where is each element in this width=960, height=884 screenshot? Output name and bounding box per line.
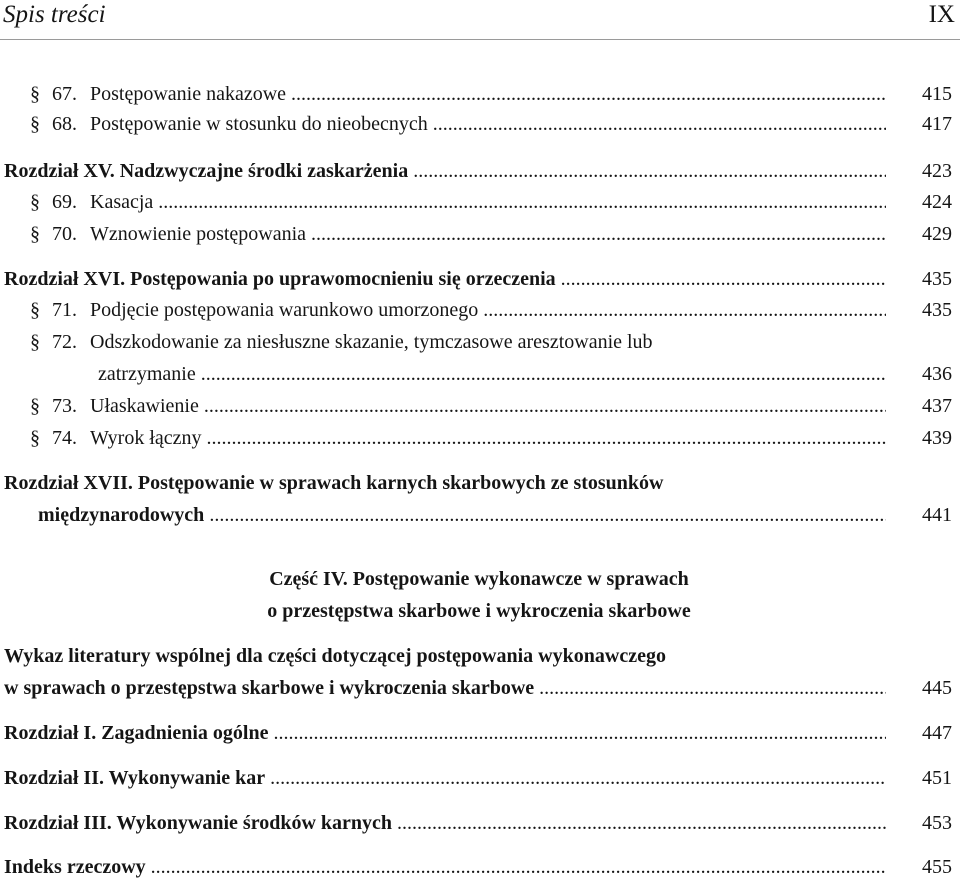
entry-page: 415 (922, 83, 952, 105)
toc-chapter-15[interactable] (0, 154, 960, 188)
part-title-line2: o przestępstwa skarbowe i wykroczenia skarbowe (267, 600, 691, 622)
chapter-title: Rozdział XVI. Postępowania po uprawomocnieniu się orzeczenia ..... (4, 262, 886, 296)
entry-page: 447 (922, 722, 952, 744)
entry-title: Odszkodowanie za niesłuszne skazanie, tymczasowe aresztowanie lub (90, 331, 653, 353)
toc-entry-73[interactable] (0, 389, 960, 423)
toc-entry-72-line1[interactable] (0, 325, 960, 359)
section-number: 73. (52, 395, 77, 417)
toc-chapter-17-line2[interactable] (0, 498, 960, 532)
section-number: 71. (52, 299, 77, 321)
toc-bibliography-line2[interactable] (0, 671, 960, 705)
toc-chapter-3[interactable] (0, 806, 960, 840)
index-title: Indeks rzeczowy ..... (4, 850, 886, 884)
toc-entry-74[interactable] (0, 421, 960, 455)
entry-page: 441 (922, 504, 952, 526)
entry-title: Ułaskawienie ..... (90, 389, 886, 423)
entry-title: Postępowanie nakazowe ..... (90, 77, 886, 111)
entry-page: 435 (922, 268, 952, 290)
section-symbol: § (30, 83, 40, 105)
entry-page: 429 (922, 223, 952, 245)
entry-title: Wyrok łączny ..... (90, 421, 886, 455)
header-rule (0, 39, 960, 40)
section-symbol: § (30, 395, 40, 417)
chapter-title-continuation: międzynarodowych ..... (38, 498, 886, 532)
entry-page: 435 (922, 299, 952, 321)
toc-entry-72-line2[interactable] (0, 357, 960, 391)
page-number: IX (928, 1, 955, 28)
entry-page: 455 (922, 856, 952, 878)
part-title-line1: Część IV. Postępowanie wykonawcze w sprawach (269, 568, 689, 590)
entry-page: 439 (922, 427, 952, 449)
entry-title: Kasacja ..... (90, 185, 886, 219)
section-symbol: § (30, 223, 40, 245)
entry-page: 436 (922, 363, 952, 385)
running-title: Spis treści (3, 1, 106, 28)
section-number: 74. (52, 427, 77, 449)
entry-page: 445 (922, 677, 952, 699)
toc-entry-69[interactable] (0, 185, 960, 219)
toc-entry-67[interactable] (0, 77, 960, 111)
entry-page: 437 (922, 395, 952, 417)
section-symbol: § (30, 299, 40, 321)
section-symbol: § (30, 331, 40, 353)
toc-entry-68[interactable] (0, 107, 960, 141)
chapter-title: Rozdział XV. Nadzwyczajne środki zaskarżenia ..... (4, 154, 886, 188)
section-number: 68. (52, 113, 77, 135)
chapter-title: Rozdział II. Wykonywanie kar ..... (4, 761, 886, 795)
entry-title-continuation: zatrzymanie ..... (98, 357, 886, 391)
entry-title: Podjęcie postępowania warunkowo umorzonego ..... (90, 293, 886, 327)
entry-page: 451 (922, 767, 952, 789)
section-symbol: § (30, 113, 40, 135)
toc-chapter-2[interactable] (0, 761, 960, 795)
entry-page: 423 (922, 160, 952, 182)
toc-entry-71[interactable] (0, 293, 960, 327)
toc-entry-70[interactable] (0, 217, 960, 251)
chapter-title: Rozdział I. Zagadnienia ogólne ..... (4, 716, 886, 750)
entry-title: Wznowienie postępowania ..... (90, 217, 886, 251)
chapter-title: Rozdział III. Wykonywanie środków karnych ..... (4, 806, 886, 840)
section-symbol: § (30, 427, 40, 449)
page-header (0, 0, 960, 40)
section-number: 69. (52, 191, 77, 213)
toc-chapter-17-line1[interactable]: Rozdział XVII. Postępowanie w sprawach karnych skarbowych ze stosunków (4, 472, 664, 494)
section-number: 72. (52, 331, 77, 353)
entry-page: 453 (922, 812, 952, 834)
section-number: 70. (52, 223, 77, 245)
section-symbol: § (30, 191, 40, 213)
toc-bibliography-line1[interactable]: Wykaz literatury wspólnej dla części dotyczącej postępowania wykonawczego (4, 645, 666, 667)
section-number: 67. (52, 83, 77, 105)
entry-page: 417 (922, 113, 952, 135)
entry-title-continuation: w sprawach o przestępstwa skarbowe i wykroczenia skarbowe ..... (4, 671, 886, 705)
entry-page: 424 (922, 191, 952, 213)
toc-index[interactable] (0, 850, 960, 884)
toc-chapter-16[interactable] (0, 262, 960, 296)
toc-chapter-1[interactable] (0, 716, 960, 750)
entry-title: Postępowanie w stosunku do nieobecnych ..... (90, 107, 886, 141)
